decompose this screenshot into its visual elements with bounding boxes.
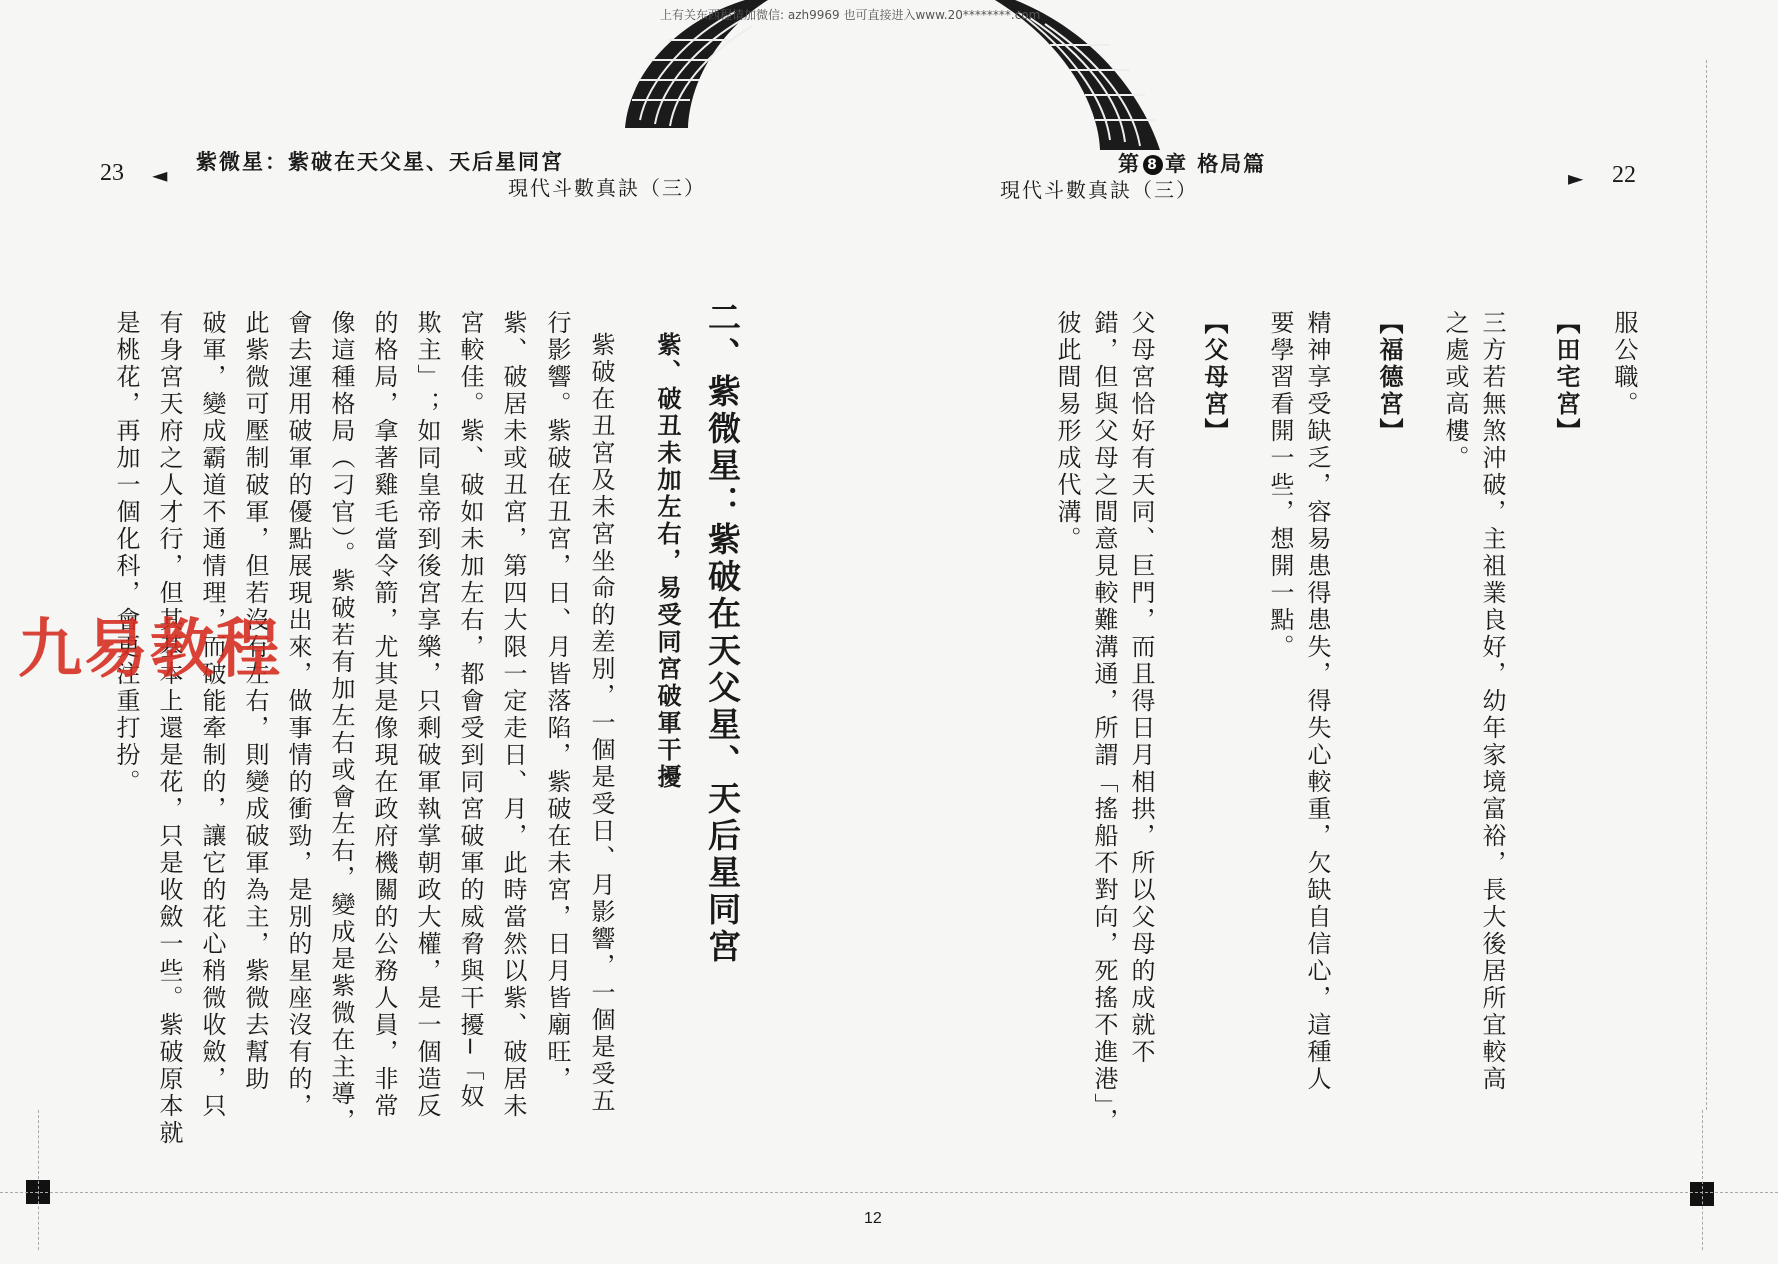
- right-page-subheader: 現代斗數真訣（三）: [1000, 178, 1198, 202]
- text-column: 有身宮天府之人才行，但其基本上還是花，只是收斂一些。紫破原本就: [155, 310, 183, 1147]
- text-column: 要學習看開一些，想開一點。: [1266, 310, 1294, 661]
- text-column: 會去運用破軍的優點展現出來，做事情的衝勁，是別的星座沒有的，: [284, 310, 312, 1120]
- left-page-number: 23: [100, 160, 124, 186]
- top-watermark: 上有关东西程请加微信: azh9969 也可直接进入www.20********.com: [660, 8, 1041, 22]
- footer-page-number: 12: [864, 1210, 882, 1227]
- text-column: 父母宮恰好有天同、巨門，而且得日月相拱，所以父母的成就不: [1127, 310, 1155, 1066]
- chapter-number-badge: 8: [1143, 155, 1163, 175]
- text-column: 此紫微可壓制破軍，但若沒有左右，則變成破軍為主，紫微去幫助: [241, 310, 269, 1093]
- text-column: 服公職。: [1610, 310, 1638, 418]
- chapter-prefix: 第: [1118, 152, 1141, 176]
- text-column: 紫、破居未或丑宮，第四大限一定走日、月，此時當然以紫、破居未: [499, 310, 527, 1120]
- left-page-subheader: 現代斗數真訣（三）: [508, 176, 706, 200]
- section-subtitle: 紫、破丑未加左右，易受同宮破軍干擾: [653, 332, 681, 791]
- text-column: 的格局，拿著雞毛當令箭，尤其是像現在政府機關的公務人員，非常: [370, 310, 398, 1120]
- right-arrow-icon: ►: [1568, 166, 1584, 190]
- section-heading-fude: 【福德宮】: [1375, 310, 1403, 445]
- text-column: 像這種格局（刁官）。紫破若有加左右或會左右，變成是紫微在主導，: [327, 310, 355, 1135]
- section-heading-tianzhai: 【田宅宮】: [1552, 310, 1580, 445]
- text-column: 是桃花，再加一個化科，會更注重打扮。: [112, 310, 140, 796]
- text-column: 破軍，變成霸道不通情理，而破能牽制的，讓它的花心稍微收斂，只: [198, 310, 226, 1120]
- text-column: 行影響。紫破在丑宮，日、月皆落陷，紫破在未宮，日月皆廟旺，: [543, 310, 571, 1093]
- text-column: 宮較佳。紫、破如未加左右，都會受到同宮破軍的威脅與干擾─「奴: [456, 310, 484, 1111]
- text-column: 錯，但與父母之間意見較難溝通，所謂「搖船不對向，死搖不進港」，: [1090, 310, 1118, 1135]
- section-title: 二、紫微星：紫破在天父星、天后星同宮: [703, 300, 742, 966]
- red-watermark-stamp: 九易教程: [18, 613, 282, 687]
- text-column: 三方若無煞沖破，主祖業良好，幼年家境富裕，長大後居所宜較高: [1478, 310, 1506, 1093]
- right-page-number: 22: [1612, 162, 1636, 188]
- text-column: 紫破在丑宮及未宮坐命的差別，一個是受日、月影響，一個是受五: [587, 332, 615, 1115]
- left-arrow-icon: ◄: [152, 163, 168, 187]
- trim-line-bottom: [0, 1192, 1778, 1193]
- trim-tick-left: [38, 1110, 39, 1250]
- text-column: 精神享受缺乏，容易患得患失，得失心較重，欠缺自信心，這種人: [1303, 310, 1331, 1093]
- text-column: 之處或高樓。: [1441, 310, 1469, 472]
- section-heading-fumu: 【父母宮】: [1200, 310, 1228, 445]
- chapter-suffix: 章 格局篇: [1165, 152, 1267, 176]
- page-edge-line: [1706, 60, 1707, 1110]
- left-page-header: 紫微星：紫破在天父星、天后星同宮: [196, 150, 564, 174]
- text-column: 欺主」；如同皇帝到後宮享樂，只剩破軍執掌朝政大權，是一個造反: [413, 310, 441, 1120]
- trim-tick-right: [1702, 1110, 1703, 1250]
- text-column: 彼此間易形成代溝。: [1053, 310, 1081, 553]
